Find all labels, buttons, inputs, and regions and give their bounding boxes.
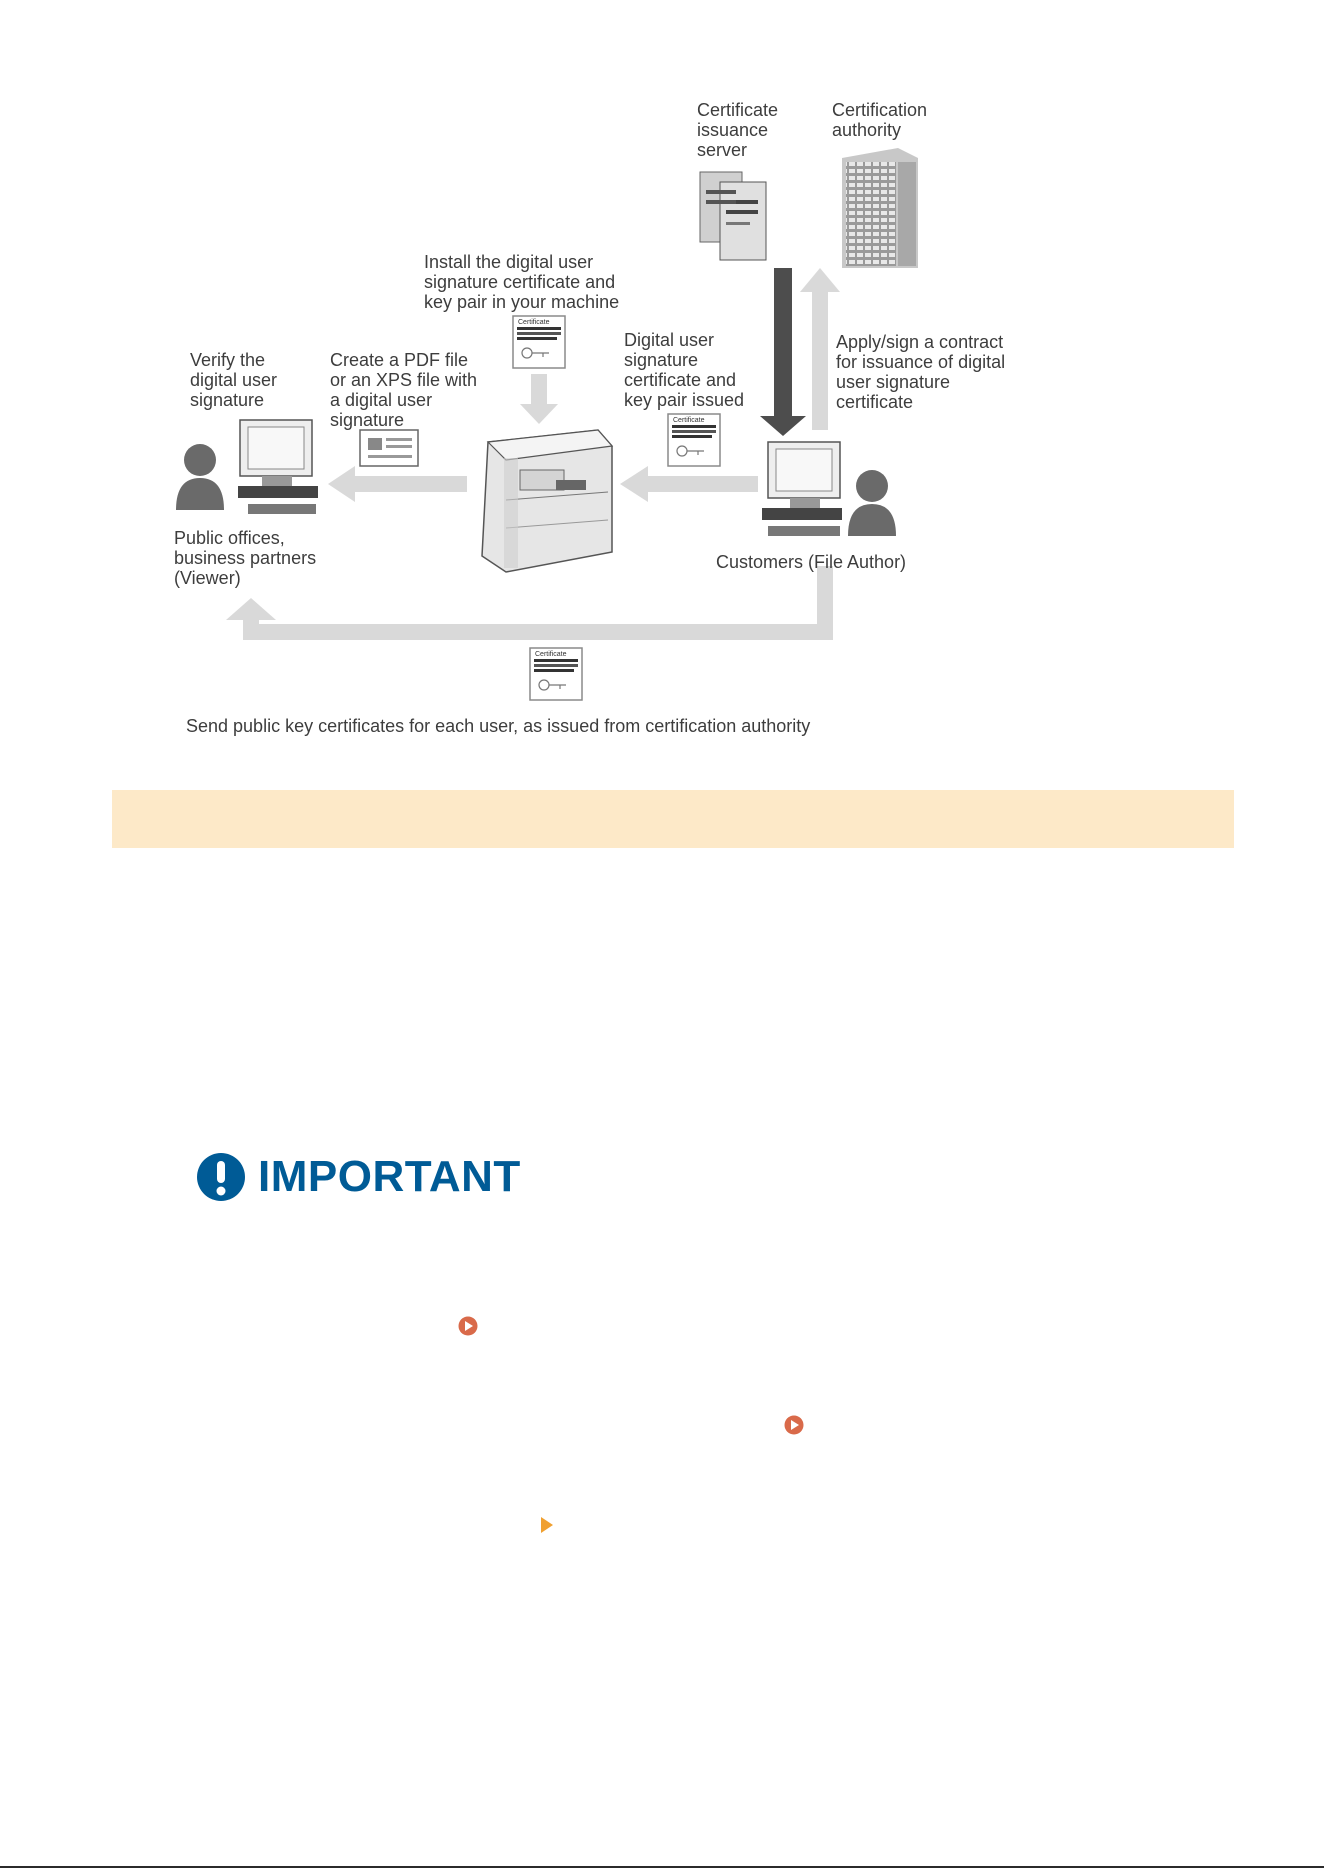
certification-authority-building-icon xyxy=(842,148,918,268)
label-create: Create a PDF file or an XPS file with a digital user signature xyxy=(330,350,478,430)
viewer-computer-icon xyxy=(238,420,318,514)
svg-text:Certificate: Certificate xyxy=(535,651,567,658)
important-notice xyxy=(196,1150,521,1204)
label-apply: Apply/sign a contract for issuance of digital user signature certificate xyxy=(836,332,1006,412)
svg-text:Certificate: Certificate xyxy=(518,319,550,326)
link-arrow-icon[interactable] xyxy=(458,1316,478,1336)
issue-arrow xyxy=(760,268,806,436)
label-cert-server: Certificate issuance server xyxy=(697,100,779,160)
author-person-icon xyxy=(848,470,896,536)
expand-triangle-icon[interactable] xyxy=(538,1515,558,1535)
label-issued: Digital user signature certificate and key pair issued xyxy=(624,330,745,410)
link-arrow-icon[interactable] xyxy=(784,1415,804,1435)
section-heading-bar xyxy=(112,790,1234,848)
certificate-icon-issued xyxy=(668,414,720,466)
printer-machine-icon xyxy=(482,430,612,572)
pdf-document-icon xyxy=(360,430,418,466)
viewer-person-icon xyxy=(176,444,224,510)
important-title: IMPORTANT xyxy=(258,1152,521,1201)
label-viewer: Public offices, business partners (Viewer) xyxy=(174,528,317,588)
exclamation-icon xyxy=(196,1152,246,1202)
svg-text:Certificate: Certificate xyxy=(673,417,705,424)
certificate-icon-public xyxy=(530,648,582,700)
issuance-server-icon xyxy=(700,172,766,260)
label-cert-authority: Certification authority xyxy=(832,100,928,140)
label-install: Install the digital user signature certificate and key pair in your machine xyxy=(424,252,620,312)
label-send: Send public key certificates for each user, as issued from certification authority xyxy=(186,716,811,736)
page-bottom-rule xyxy=(0,1866,1324,1868)
label-verify: Verify the digital user signature xyxy=(190,350,278,410)
label-author: Customers (File Author) xyxy=(716,552,907,572)
certificate-icon-install xyxy=(513,316,565,368)
author-computer-icon xyxy=(762,442,842,536)
